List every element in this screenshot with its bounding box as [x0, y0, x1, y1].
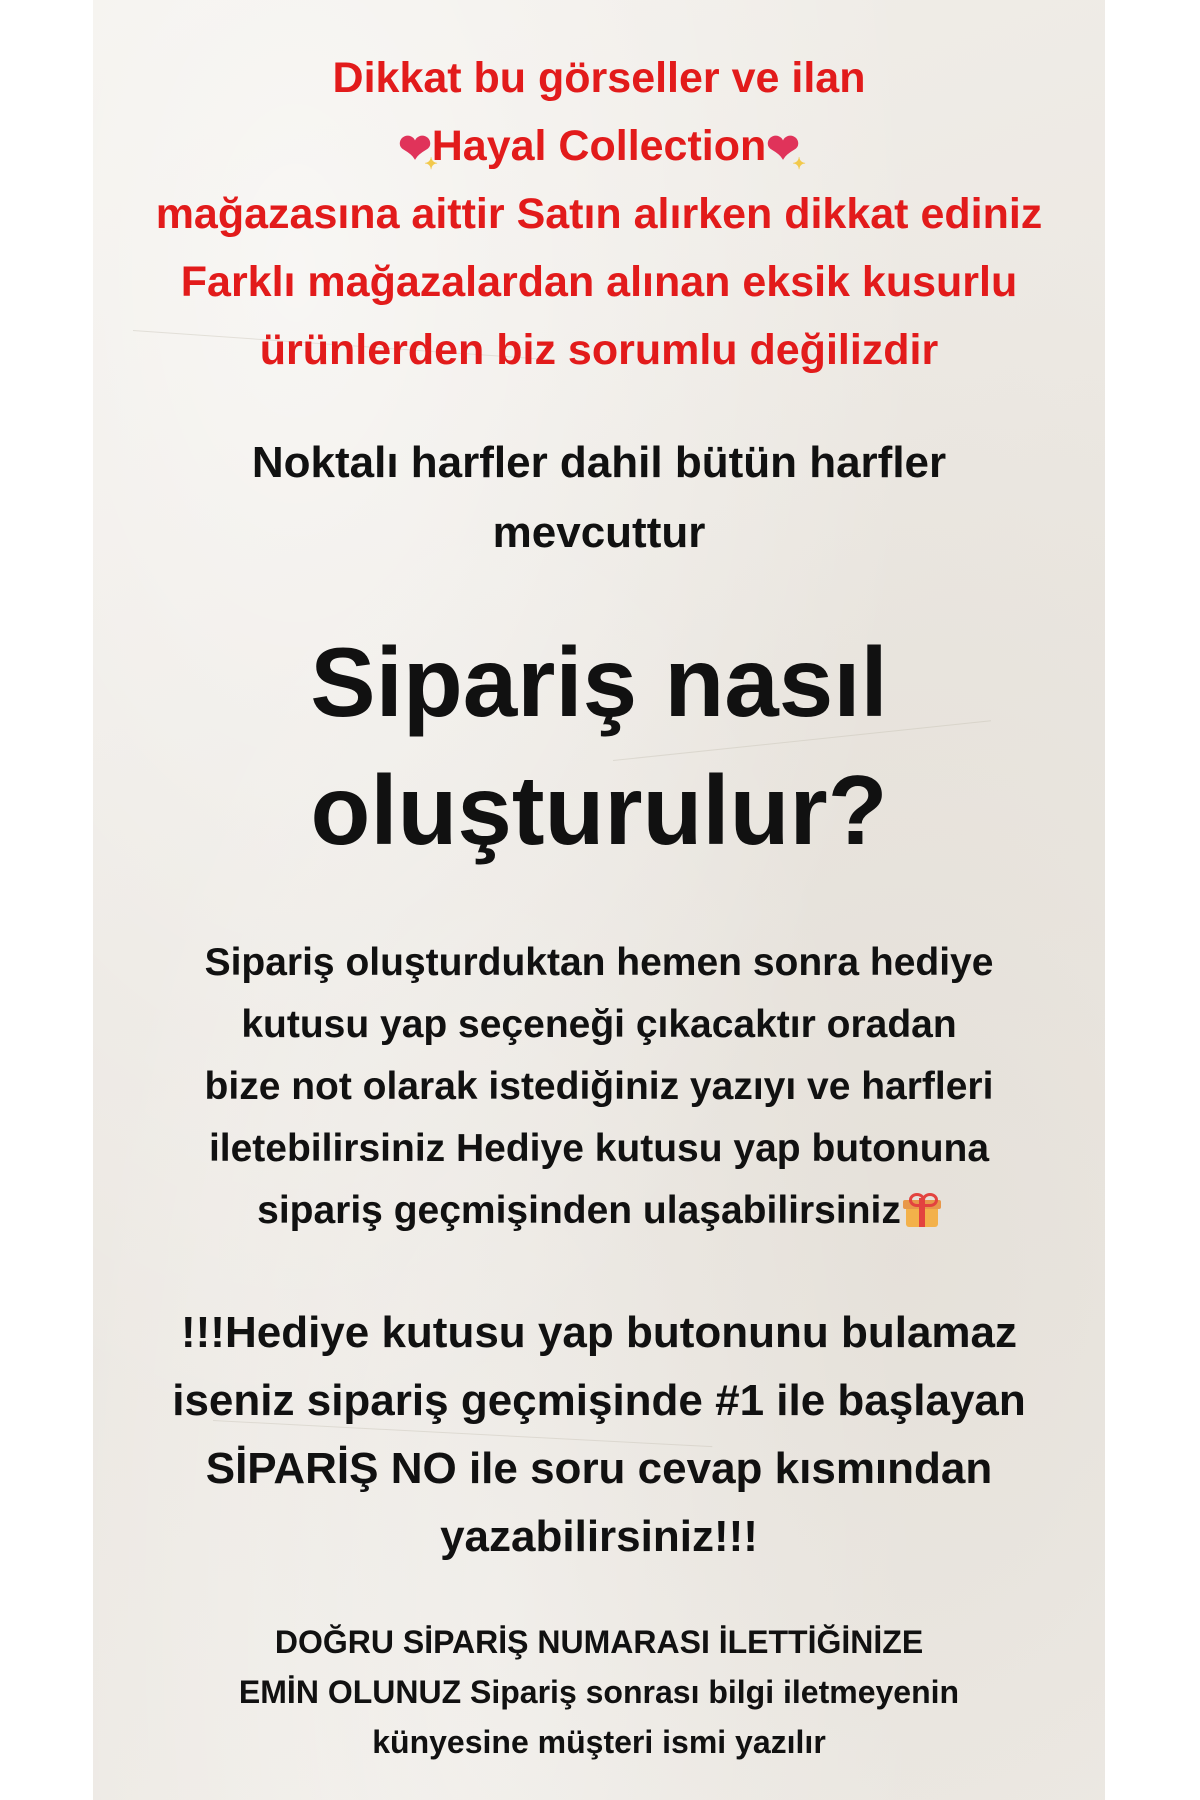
warning-store-line — [93, 112, 1105, 180]
letters-availability-note — [93, 428, 1105, 568]
store-name: Hayal Collection — [431, 122, 767, 170]
title-line-2: oluşturulur? — [310, 755, 888, 865]
notice-line-1: !!!Hediye kutusu yap butonunu bulamaz — [180, 1308, 1018, 1357]
order-number-notice — [93, 1299, 1105, 1571]
warning-line-1: Dikkat bu görseller ve ilan — [332, 54, 866, 102]
footer-note — [93, 1617, 1105, 1767]
letters-line-2: mevcuttur — [492, 508, 706, 557]
title-line-1: Sipariş nasıl — [310, 627, 888, 737]
notice-line-2: iseniz sipariş geçmişinde #1 ile başlayan — [172, 1376, 1026, 1425]
instructions-line-5: sipariş geçmişinden ulaşabilirsiniz — [257, 1189, 901, 1232]
footer-line-2: EMİN OLUNUZ Sipariş sonrası bilgi iletmeyenin — [238, 1674, 960, 1710]
instructions-line-3: bize not olarak istediğiniz yazıyı ve harfleri — [204, 1065, 994, 1108]
order-instructions — [93, 932, 1105, 1242]
warning-line-4: Farklı mağazalardan alınan eksik kusurlu — [180, 258, 1018, 306]
footer-line-1: DOĞRU SİPARİŞ NUMARASI İLETTİĞİNİZE — [274, 1624, 924, 1660]
page-title — [93, 618, 1105, 874]
sparkling-heart-icon: ❤ ✦ — [766, 129, 800, 169]
instructions-line-2: kutusu yap seçeneği çıkacaktır oradan — [241, 1003, 957, 1046]
instructions-line-4: iletebilirsiniz Hediye kutusu yap butonuna — [208, 1127, 990, 1170]
instructions-line-1: Sipariş oluşturduktan hemen sonra hediye — [204, 941, 994, 984]
sparkling-heart-icon: ❤ ✦ — [398, 129, 432, 169]
paper-card — [93, 0, 1105, 1800]
store-warning — [93, 44, 1105, 384]
instructions-line-5-wrap — [93, 1180, 1105, 1242]
letters-line-1: Noktalı harfler dahil bütün harfler — [251, 438, 947, 487]
footer-line-3: künyesine müşteri ismi yazılır — [372, 1724, 826, 1760]
gift-icon — [903, 1193, 941, 1227]
warning-line-5: ürünlerden biz sorumlu değilizdir — [259, 326, 939, 374]
notice-line-4: yazabilirsiniz!!! — [440, 1512, 758, 1561]
warning-line-3: mağazasına aittir Satın alırken dikkat ediniz — [155, 190, 1043, 238]
notice-line-3: SİPARİŞ NO ile soru cevap kısmından — [205, 1444, 993, 1493]
